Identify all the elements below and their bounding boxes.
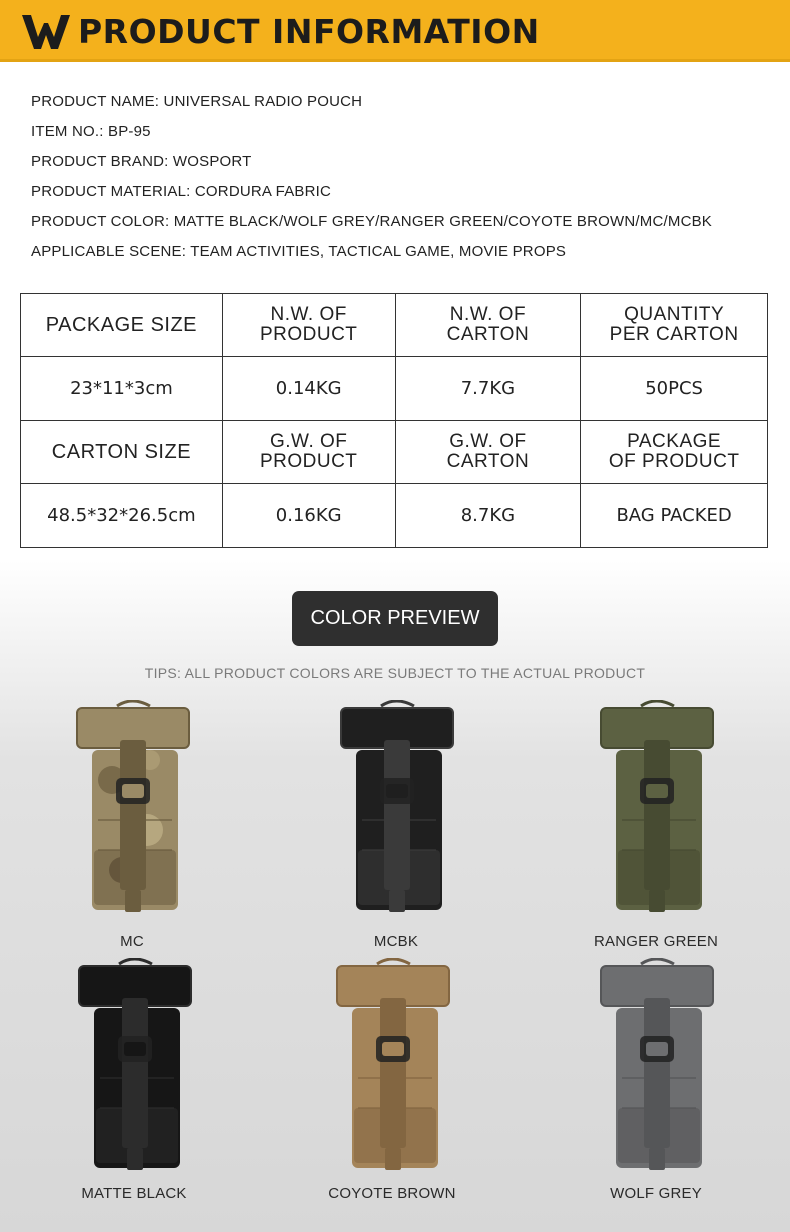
header-gw-product: G.W. OF PRODUCT [222,421,395,484]
value-nw-carton: 7.7KG [395,357,581,421]
header-carton-size: CARTON SIZE [21,421,223,484]
header-gw-carton: G.W. OF CARTON [395,421,581,484]
header-package-size: PACKAGE SIZE [21,294,223,357]
color-preview-button[interactable]: COLOR PREVIEW [292,591,498,646]
product-wolf-grey [556,958,756,1218]
info-material: PRODUCT MATERIAL: CORDURA FABRIC [31,183,332,200]
specs-value-row [21,357,768,421]
radio-pouch-icon [296,700,496,930]
product-matte-black [34,958,234,1218]
product-label: COYOTE BROWN [328,1185,456,1202]
radio-pouch-icon [32,700,232,930]
header-banner [0,0,790,62]
radio-pouch-icon [34,958,234,1188]
product-coyote-brown [292,958,492,1218]
info-item-no: ITEM NO.: BP-95 [31,123,151,140]
header-package-of-product: PACKAGE OF PRODUCT [581,421,768,484]
product-ranger-green [556,700,756,960]
info-brand: PRODUCT BRAND: WOSPORT [31,153,252,170]
specs-header-row [21,421,768,484]
header-nw-product: N.W. OF PRODUCT [222,294,395,357]
value-gw-carton: 8.7KG [395,484,581,548]
specs-value-row [21,484,768,548]
info-color: PRODUCT COLOR: MATTE BLACK/WOLF GREY/RANGER GREEN/COYOTE BROWN/MC/MCBK [31,213,713,230]
radio-pouch-icon [292,958,492,1188]
product-mc [32,700,232,960]
specs-header-row [21,294,768,357]
specs-table [20,293,768,548]
radio-pouch-icon [556,958,756,1188]
value-quantity-per-carton: 50PCS [581,357,768,421]
brand-w-logo-icon [22,13,70,51]
header-nw-carton: N.W. OF CARTON [395,294,581,357]
header-quantity-per-carton: QUANTITY PER CARTON [581,294,768,357]
product-info-list [31,92,781,272]
info-product-name: PRODUCT NAME: UNIVERSAL RADIO POUCH [31,93,363,110]
value-package-size: 23*11*3cm [21,357,223,421]
product-label: MCBK [373,933,419,950]
tips-text: TIPS: ALL PRODUCT COLORS ARE SUBJECT TO THE ACTUAL PRODUCT [144,665,646,681]
page-title: PRODUCT INFORMATION [78,12,540,51]
value-carton-size: 48.5*32*26.5cm [21,484,223,548]
product-label: MATTE BLACK [81,1185,187,1202]
product-label: MC [120,933,144,950]
value-package-of-product: BAG PACKED [581,484,768,548]
info-scene: APPLICABLE SCENE: TEAM ACTIVITIES, TACTICAL GAME, MOVIE PROPS [31,243,567,260]
product-label: WOLF GREY [610,1185,702,1202]
product-mcbk [296,700,496,960]
value-nw-product: 0.14KG [222,357,395,421]
value-gw-product: 0.16KG [222,484,395,548]
radio-pouch-icon [556,700,756,930]
product-label: RANGER GREEN [593,933,719,950]
